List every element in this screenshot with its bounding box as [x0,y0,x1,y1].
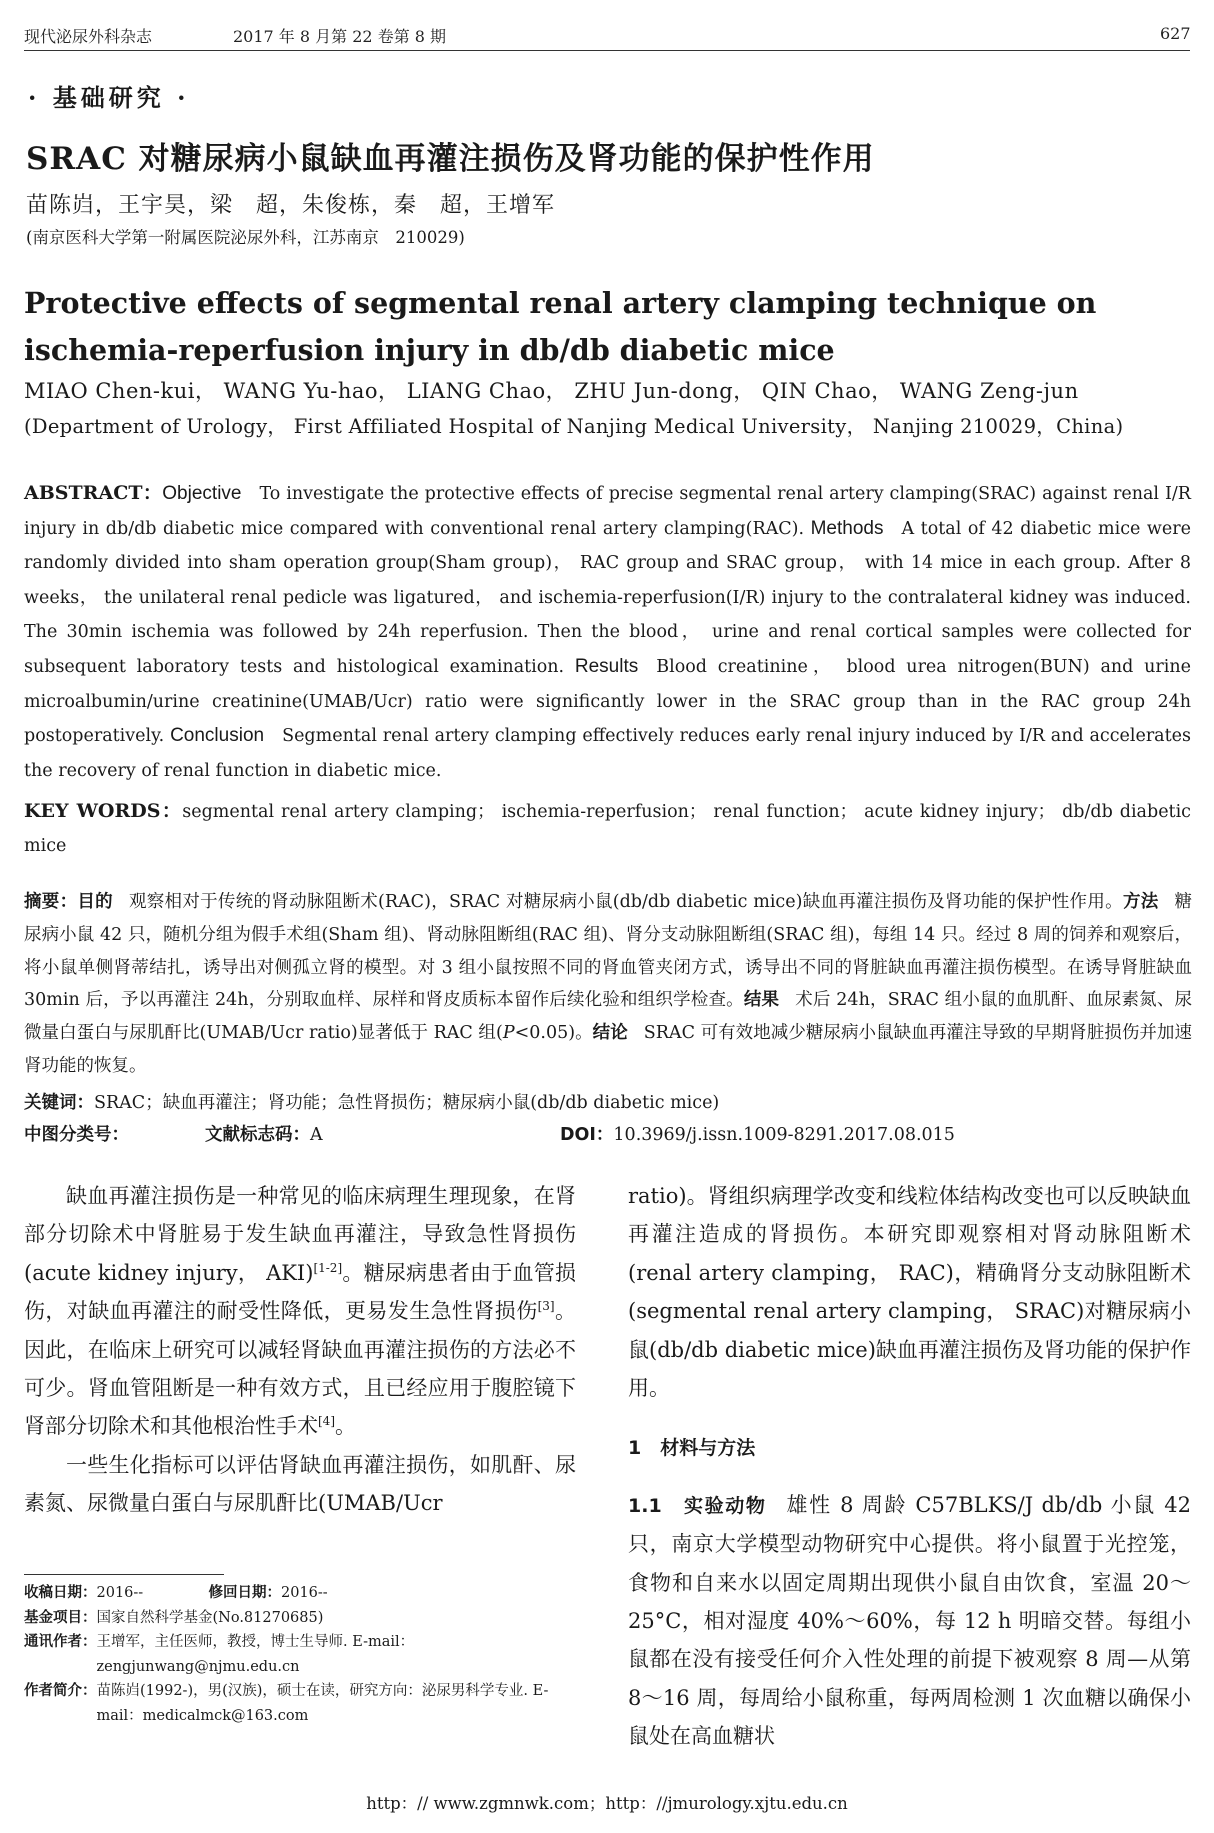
section-heading: 1 材料与方法 [628,1437,756,1460]
body-paragraph [24,1177,576,1446]
page-number: 627 [1160,24,1191,43]
cn-results-text: 术后 24h，SRAC 组小鼠的血肌酐、血尿素氮、尿微量白蛋白与尿肌酐比(UMAB/Ucr ratio)显著低于 RAC 组( [24,990,1193,1044]
doc-code-label: 文献标志码： [205,1125,310,1145]
section-tag: · 基础研究 · [28,83,190,112]
cn-objective-label: 目的 [77,892,113,912]
footnote-rule [24,1574,224,1575]
keywords-label: KEY WORDS： [24,800,183,822]
citation: [4] [318,1414,335,1429]
journal-name: 现代泌尿外科杂志 [24,27,153,46]
abstract-label: ABSTRACT： [24,482,163,504]
author-value: 苗陈岿(1992-)，男(汉族)，硕士在读，研究方向：泌尿男科学专业. E-mail：medicalmck@163.com [96,1683,549,1724]
fund-value: 国家自然科学基金(No.81270685) [96,1609,324,1626]
received-label: 收稿日期： [24,1585,97,1601]
cn-results-text-end: <0.05)。 [514,1023,593,1044]
keywords-text: segmental renal artery clamping； ischemia-reperfusion； renal function； acute kidney injury； db/db diabetic mice [24,802,1191,856]
body-right-column [628,1177,1191,1756]
cn-abstract-label: 摘要： [24,892,78,912]
cn-methods-label: 方法 [1122,892,1159,912]
cn-keywords [24,1089,719,1114]
revised-label: 修回日期： [208,1585,281,1601]
received-value: 2016-- [96,1585,144,1601]
body-paragraph: 一些生化指标可以评估肾缺血再灌注损伤，如肌酐、尿素氮、尿微量白蛋白与尿肌酐比(UMAB/Ucr [24,1452,576,1516]
cn-conclusion-text: SRAC 可有效地减少糖尿病小鼠缺血再灌注导致的早期肾脏损伤并加速肾功能的恢复。 [24,1023,1192,1076]
citation: [3] [537,1299,555,1314]
body-paragraph [628,1486,1191,1756]
methods-text: A total of 42 diabetic mice were randomly divided into sham operation group(Sham group)， RAC group and SRAC group， with 14 mice in each group. After 8 weeks， the unilateral renal pedicle was ligatured， and ischemia-reperfusion(I/R) injury to the contralateral kidney was induced. The 30min ischemia was followed by 24h reperfusion. Then the blood， urine and renal cortical samples were collected for subsequent laboratory tests and histological examination. [24,518,1191,677]
doi [560,1121,955,1146]
body-text: 。糖尿病患者由于血管损伤，对缺血再灌注的耐受性降低，更易发生急性肾损伤 [24,1260,577,1324]
body-paragraph: ratio)。肾组织病理学改变和线粒体结构改变也可以反映缺血再灌注造成的肾损伤。本研究即观察相对肾动脉阻断术(renal artery clamping， RAC)，精确肾分支动脉阻断术(segmental renal artery clamping， SRAC)对糖尿病小鼠(db/db diabetic mice)缺血再灌注损伤及肾功能的保护作用。 [628,1184,1191,1401]
cn-title: SRAC 对糖尿病小鼠缺血再灌注损伤及肾功能的保护性作用 [26,141,875,177]
cn-abstract [24,886,1192,1083]
objective-text: To investigate the protective effects of precise segmental renal artery clamping(SRAC) against renal I/R injury in db/db diabetic mice compared with conventional renal artery clamping(RAC). [24,484,1191,539]
body-text: 缺血再灌注损伤是一种常见的临床病理生理现象，在肾部分切除术中肾脏易于发生缺血再灌注，导致急性肾损伤(acute kidney injury， AKI) [24,1184,576,1285]
subsection-heading: 1.1 实验动物 [628,1494,767,1517]
cn-methods-text: 糖尿病小鼠 42 只，随机分组为假手术组(Sham 组)、肾动脉阻断组(RAC 组)、肾分支动脉阻断组(SRAC 组)，每组 14 只。经过 8 周的饲养和观察后，将小鼠单侧肾蒂结扎，诱导出对侧孤立肾的模型。对 3 组小鼠按照不同的肾血管夹闭方式，诱导出不同的肾脏缺血再灌注损伤模型。在诱导肾脏缺血 30min 后，予以再灌注 24h，分别取血样、尿样和肾皮质标本留作后续化验和组织学检查。 [24,892,1193,1011]
footnotes [24,1581,584,1728]
cn-conclusion-label: 结论 [592,1023,628,1044]
conclusion-label: Conclusion [170,725,265,747]
cn-objective-text: 观察相对于传统的肾动脉阻断术(RAC)，SRAC 对糖尿病小鼠(db/db diabetic mice)缺血再灌注损伤及肾功能的保护性作用。 [128,892,1123,912]
doi-label: DOI： [560,1125,614,1145]
received-dates [24,1581,584,1606]
body-text: 。因此，在临床上研究可以减轻肾缺血再灌注损伤的方法必不可少。肾血管阻断是一种有效方式，且已经应用于腹腔镜下肾部分切除术和其他根治性手术 [24,1299,577,1439]
results-label: Results [574,655,639,677]
header-rule [24,50,1190,51]
document-code [205,1121,323,1146]
en-abstract [24,476,1191,788]
author-bio-row [24,1679,584,1728]
corresponding-author-row [24,1630,584,1679]
cn-keywords-text: SRAC；缺血再灌注；肾功能；急性肾损伤；糖尿病小鼠(db/db diabetic mice) [94,1093,720,1113]
conclusion-text: Segmental renal artery clamping effectively reduces early renal injury induced by I/R and accelerates the recovery of renal function in diabetic mice. [24,726,1191,781]
fund-row [24,1606,584,1631]
clc-label: 中图分类号： [24,1125,129,1145]
methods-label: Methods [810,517,884,539]
en-title: Protective effects of segmental renal artery clamping technique on ischemia-reperfusion injury in db/db diabetic mice [24,286,1097,367]
site-footer: http：// www.zgmnwk.com；http：//jmurology.xjtu.edu.cn [366,1794,848,1813]
issue-info: 2017 年 8 月第 22 卷第 8 期 [233,27,447,46]
corr-label: 通讯作者： [24,1634,97,1650]
doi-value: 10.3969/j.issn.1009-8291.2017.08.015 [613,1125,955,1145]
results-text: Blood creatinine， blood urea nitrogen(BUN) and urine microalbumin/urine creatinine(UMAB/Ucr) ratio were significantly lower in the SRAC group than in the RAC group 24h postoperatively. [24,656,1191,747]
clc-number [24,1121,129,1146]
en-affiliation: (Department of Urology， First Affiliated Hospital of Nanjing Medical University， Nanjing 210029，China) [24,415,1124,438]
cn-results-p: P [502,1023,515,1044]
objective-label: Objective [162,483,242,504]
cn-affiliation: (南京医科大学第一附属医院泌尿外科，江苏南京 210029) [26,228,465,247]
cn-keywords-label: 关键词： [24,1093,94,1113]
fund-label: 基金项目： [24,1609,97,1626]
en-authors: MIAO Chen-kui， WANG Yu-hao， LIANG Chao， ZHU Jun-dong， QIN Chao， WANG Zeng-jun [24,379,1079,403]
cn-authors: 苗陈岿，王宇昊，梁 超，朱俊栋，秦 超，王增军 [26,193,556,218]
body-left-column [24,1177,576,1523]
cn-results-label: 结果 [743,990,780,1011]
body-text: 。 [335,1414,356,1439]
doc-code-value: A [310,1125,323,1145]
en-keywords [24,794,1191,863]
citation: [1-2] [313,1260,343,1275]
author-label: 作者简介： [24,1683,97,1699]
revised-value: 2016-- [281,1585,328,1601]
body-text: 雄性 8 周龄 C57BLKS/J db/db 小鼠 42 只，南京大学模型动物研究中心提供。将小鼠置于光控笼，食物和自来水以固定周期出现供小鼠自由饮食，室温 20～25°C，相对湿度 40%～60%，每 12 h 明暗交替。每组小鼠都在没有接受任何介入性处理的前提下被观察 8 周—从第 8～16 周，每周给小鼠称重，每两周检测 1 次血糖以确保小鼠处在高血糖状 [628,1492,1191,1749]
corr-value: 王增军，主任医师，教授，博士生导师. E-mail：zengjunwang@njmu.edu.cn [96,1634,415,1675]
